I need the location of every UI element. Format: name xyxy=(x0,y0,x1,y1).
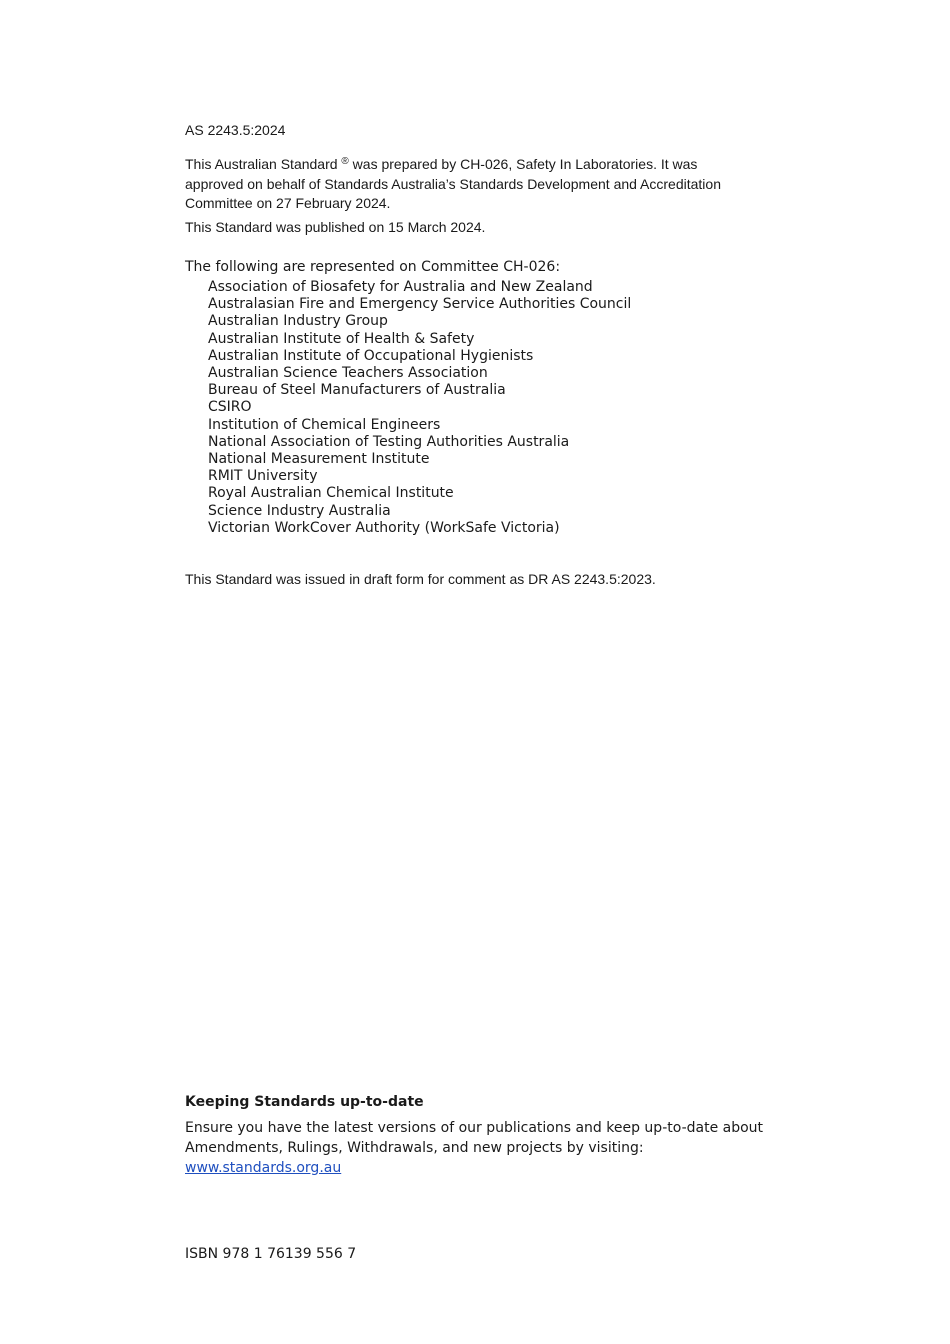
committee-member: Australian Science Teachers Association xyxy=(208,365,488,382)
committee-member: Institution of Chemical Engineers xyxy=(208,416,441,433)
committee-member: Australian Institute of Health & Safety xyxy=(208,330,475,347)
keeping-up-to-date-heading: Keeping Standards up-to-date xyxy=(185,1094,424,1110)
committee-member-list xyxy=(208,279,631,537)
committee-member: National Association of Testing Authorities Australia xyxy=(208,433,570,450)
keeping-up-to-date-body xyxy=(185,1118,765,1178)
committee-member: CSIRO xyxy=(208,399,252,416)
committee-intro: The following are represented on Committee CH-026: xyxy=(185,259,561,275)
committee-member: Bureau of Steel Manufacturers of Australia xyxy=(208,382,506,399)
registered-mark: ® xyxy=(341,156,349,167)
committee-member: Science Industry Australia xyxy=(208,502,391,519)
committee-member: Australasian Fire and Emergency Service Authorities Council xyxy=(208,296,632,313)
standards-website-link[interactable]: www.standards.org.au xyxy=(185,1160,342,1176)
preparation-text-end: was prepared by CH-026, Safety In Laboratories. It was approved on behalf of Standards Australia’s Standards Development and Accreditation Committee on 27 February 2024. xyxy=(185,156,721,211)
document-code: AS 2243.5:2024 xyxy=(185,122,286,138)
published-date-statement: This Standard was published on 15 March 2024. xyxy=(185,219,486,235)
committee-member: RMIT University xyxy=(208,468,318,485)
committee-member: Royal Australian Chemical Institute xyxy=(208,485,454,502)
draft-note: This Standard was issued in draft form for comment as DR AS 2243.5:2023. xyxy=(185,571,656,587)
preparation-text-start: This Australian Standard xyxy=(185,156,342,172)
committee-member: Australian Industry Group xyxy=(208,313,388,330)
committee-member: Victorian WorkCover Authority (WorkSafe Victoria) xyxy=(208,519,560,536)
committee-member: Association of Biosafety for Australia and New Zealand xyxy=(208,279,593,295)
preparation-statement xyxy=(185,155,745,214)
committee-member: Australian Institute of Occupational Hygienists xyxy=(208,347,534,364)
committee-member: National Measurement Institute xyxy=(208,451,430,468)
isbn: ISBN 978 1 76139 556 7 xyxy=(185,1246,357,1262)
keeping-up-to-date-text: Ensure you have the latest versions of our publications and keep up-to-date about Amendments, Rulings, Withdrawals, and new projects by visiting: xyxy=(185,1120,764,1156)
